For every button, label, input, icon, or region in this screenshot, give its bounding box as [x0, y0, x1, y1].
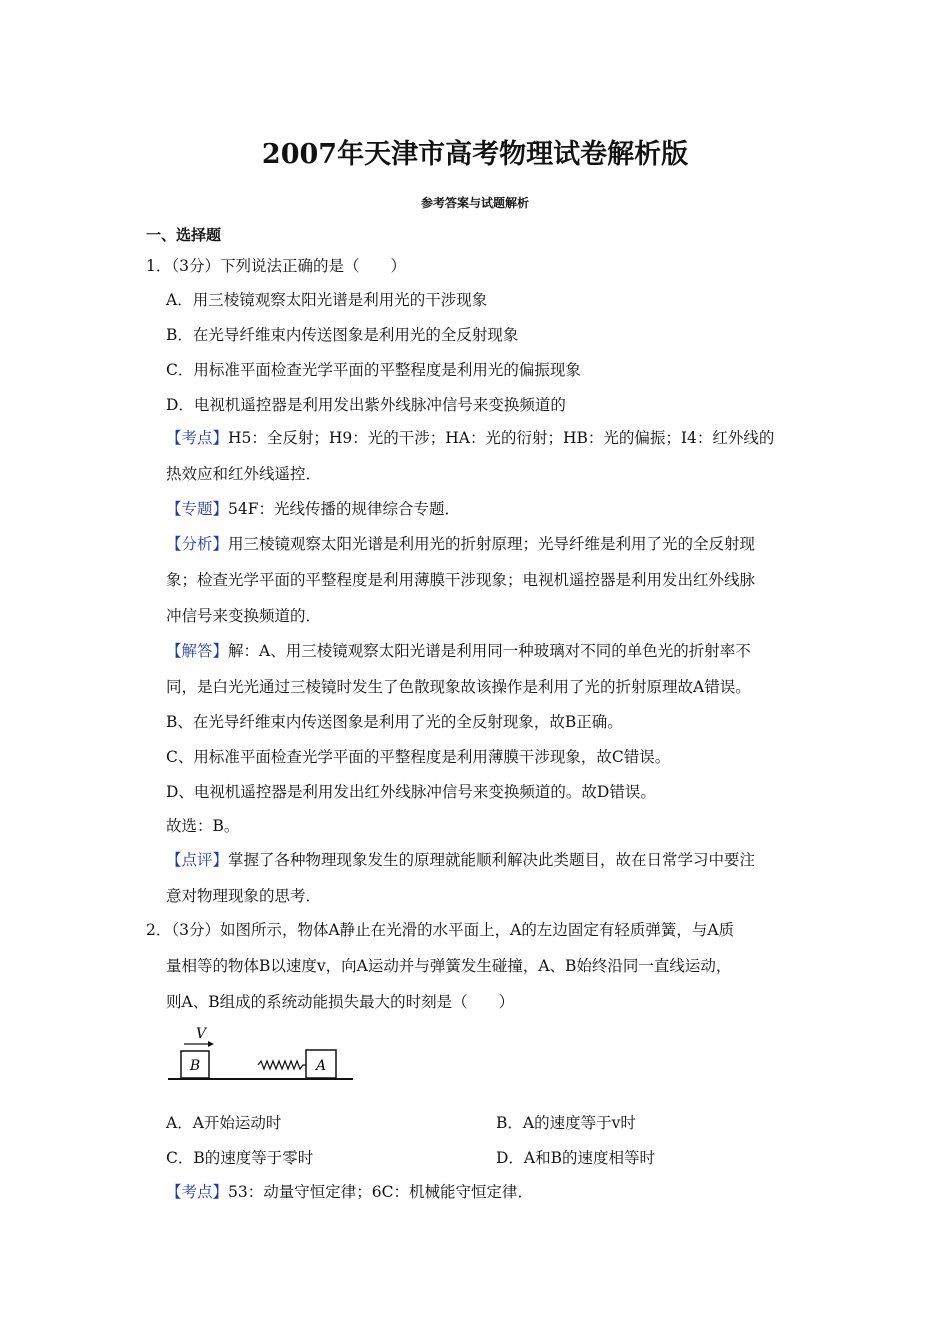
q1-zhuanti [166, 499, 460, 519]
q1-option-a: A．用三棱镜观察太阳光谱是利用光的干涉现象 [166, 291, 488, 309]
q2-figure [166, 1022, 356, 1082]
kaodian-text: 53：动量守恒定律；6C：机械能守恒定律． [228, 1183, 533, 1201]
page-subtitle: 参考答案与试题解析 [420, 196, 529, 210]
q2-stem-cont-1: 量相等的物体B以速度v，向A运动并与弹簧发生碰撞，A、B始终沿同一直线运动， [166, 957, 732, 975]
zhuanti-tag: 【专题】 [166, 500, 229, 518]
q1-option-c: C．用标准平面检查光学平面的平整程度是利用光的偏振现象 [166, 361, 581, 379]
dianping-text: 掌握了各种物理现象发生的原理就能顺利解决此类题目，故在日常学习中要注 [228, 851, 756, 869]
q1-option-d: D．电视机遥控器是利用发出紫外线脉冲信号来变换频道的 [166, 396, 566, 414]
kaodian-text: H5：全反射；H9：光的干涉；HA：光的衍射；HB：光的偏振；I4：红外线的 [228, 429, 775, 447]
q2-option-b: B．A的速度等于v时 [496, 1114, 636, 1132]
fenxi-text: 用三棱镜观察太阳光谱是利用光的折射原理；光导纤维是利用了光的全反射现 [228, 535, 756, 553]
kaodian-tag: 【考点】 [166, 429, 229, 447]
kaodian-tag: 【考点】 [166, 1183, 229, 1201]
q2-option-a: A．A开始运动时 [166, 1114, 282, 1132]
q1-fenxi [166, 534, 755, 554]
q1-dianping [166, 850, 755, 870]
q1-jieda-cont-2: B、在光导纤维束内传送图象是利用了光的全反射现象，故B正确。 [166, 713, 623, 731]
q2-stem: 2．（3分）如图所示，物体A静止在光滑的水平面上，A的左边固定有轻质弹簧，与A质 [146, 921, 735, 939]
q1-jieda-cont-4: D、电视机遥控器是利用发出红外线脉冲信号来变换频道的。故D错误。 [166, 783, 656, 801]
q1-kaodian-cont: 热效应和红外线遥控． [166, 465, 322, 483]
jieda-text: 解：A、用三棱镜观察太阳光谱是利用同一种玻璃对不同的单色光的折射率不 [228, 642, 751, 660]
q1-stem: 1．（3分）下列说法正确的是（ ） [146, 257, 406, 275]
q1-jieda-answer: 故选：B。 [166, 817, 240, 835]
q1-fenxi-cont-1: 象；检查光学平面的平整程度是利用薄膜干涉现象；电视机遥控器是利用发出红外线脉 [166, 571, 756, 589]
q1-jieda-cont-3: C、用标准平面检查光学平面的平整程度是利用薄膜干涉现象，故C错误。 [166, 748, 671, 766]
block-b-label: B [189, 1058, 201, 1074]
zhuanti-text: 54F：光线传播的规律综合专题． [228, 500, 460, 518]
q2-kaodian [166, 1182, 533, 1202]
page-title: 2007年天津市高考物理试卷解析版 [261, 139, 689, 170]
q1-dianping-cont: 意对物理现象的思考． [166, 887, 322, 905]
q1-option-b: B．在光导纤维束内传送图象是利用光的全反射现象 [166, 326, 519, 344]
q1-jieda-cont-1: 同，是白光光通过三棱镜时发生了色散现象故该操作是利用了光的折射原理故A错误。 [166, 678, 751, 696]
velocity-arrowhead [208, 1041, 214, 1047]
spring [258, 1061, 306, 1069]
q1-kaodian [166, 428, 774, 448]
q2-stem-cont-2: 则A、B组成的系统动能损失最大的时刻是（ ） [166, 993, 515, 1011]
q1-jieda [166, 641, 751, 661]
fenxi-tag: 【分析】 [166, 535, 229, 553]
velocity-label: V [196, 1026, 207, 1042]
dianping-tag: 【点评】 [166, 851, 229, 869]
section-heading: 一、选择题 [146, 226, 222, 244]
q2-option-d: D．A和B的速度相等时 [496, 1149, 656, 1167]
jieda-tag: 【解答】 [166, 642, 229, 660]
q1-fenxi-cont-2: 冲信号来变换频道的． [166, 607, 322, 625]
q2-option-c: C．B的速度等于零时 [166, 1149, 314, 1167]
block-a-label: A [315, 1058, 327, 1074]
